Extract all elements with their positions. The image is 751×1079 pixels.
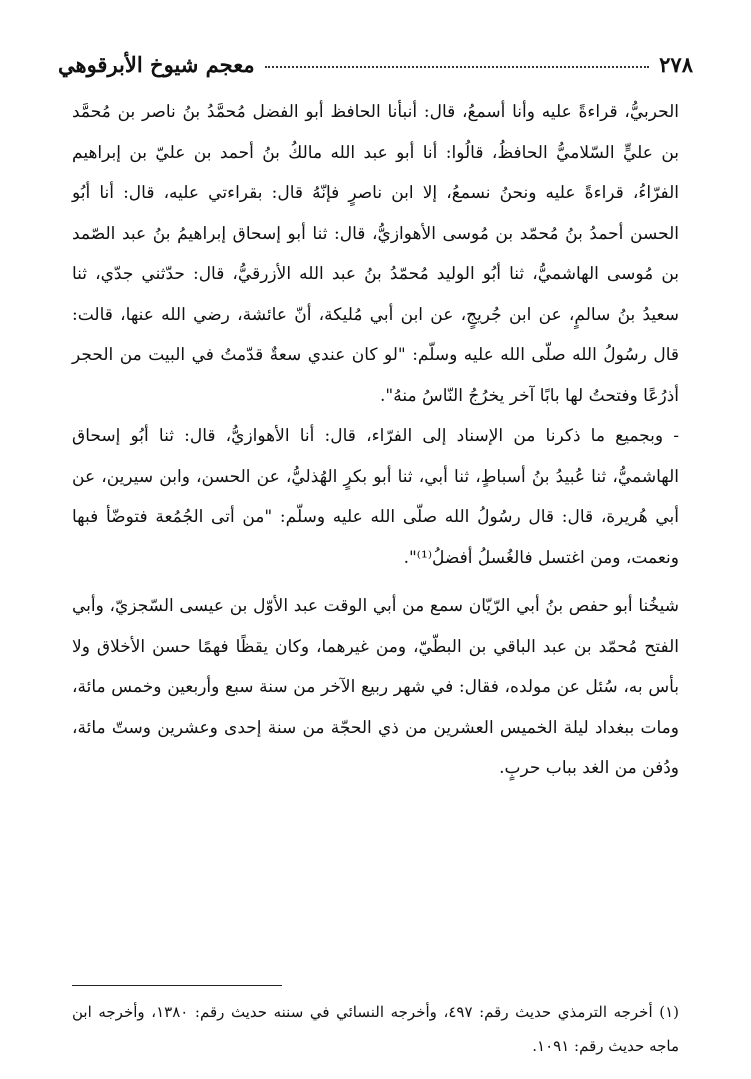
book-title: معجم شيوخ الأبرقوهي (58, 51, 255, 77)
page-header (58, 44, 693, 84)
page-number: ٢٧٨ (659, 51, 693, 77)
footnote-divider (72, 985, 282, 986)
footnote: (١) أخرجه الترمذي حديث رقم: ٤٩٧، وأخرجه النسائي في سننه حديث رقم: ١٣٨٠، وأخرجه ابن ماجه حديث رقم: ١٠٩١. (72, 1003, 679, 1055)
header-dotted-leader (265, 56, 650, 68)
paragraph-2: - وبجميع ما ذكرنا من الإسناد إلى الفرّاء، قال: أنا الأهوازيُّ، قال: ثنا أبُو إسحاق الهاشميُّ، ثنا عُبيدُ بنُ أسباطٍ، ثنا أبي، ثنا أبو بكرٍ الهُذليُّ، عن الحسن، وابن سيرين، عن أبي هُريرة، قال: قال رسُولُ الله صلّى الله عليه وسلّم: "من أتى الجُمُعة فتوضّأ فبها ونعمت، ومن اغتسل فالغُسلُ أفضلُ⁽¹⁾". (72, 426, 679, 568)
main-text (72, 92, 679, 789)
paragraph-3: شيخُنا أبو حفص بنُ أبي الرّيّان سمع من أبي الوقت عبد الأوّل بن عيسى السّجزيّ، وأبي الفتح مُحمّد بن عبد الباقي بن البطّيّ، ومن غيرهما، وكان يقظًا فهمًا حسن الأخلاق ولا بأس به، سُئل عن مولده، فقال: في شهر ربيع الآخر من سنة سبع وأربعين وخمس مائة، ومات ببغداد ليلة الخميس العشرين من ذي الحجّة من سنة إحدى وعشرين وستّ مائة، ودُفن من الغد بباب حربٍ. (72, 596, 679, 778)
paragraph-1: الحربيُّ، قراءةً عليه وأنا أسمعُ، قال: أنبأنا الحافظ أبو الفضل مُحمَّدُ بنُ ناصر بن مُحمَّد بن عليٍّ السّلاميُّ الحافظُ، قالُوا: أنا أبو عبد الله مالكُ بنُ أحمد بن عليّ بن إبراهيم الفرّاءُ، قراءةً عليه ونحنُ نسمعُ، إلا ابن ناصرٍ فإنّهُ قال: بقراءتي عليه، قال: أنا أبُو الحسن أحمدُ بنُ مُحمّد بن مُوسى الأهوازيُّ، قال: ثنا أبو إسحاق إبراهيمُ بنُ عبد الصّمد بن مُوسى الهاشميُّ، ثنا أبُو الوليد مُحمّدُ بنُ عبد الله الأزرقيُّ، قال: حدّثني جدّي، ثنا سعيدُ بنُ سالمٍ، عن ابن جُريجٍ، عن ابن أبي مُليكة، أنّ عائشة، رضي الله عنها، قالت: قال رسُولُ الله صلّى الله عليه وسلّم: "لو كان عندي سعةٌ قدّمتُ في البيت من الحجر أذرُعًا وفتحتُ لها بابًا آخر يخرُجُ النّاسُ منهُ". (72, 102, 679, 406)
